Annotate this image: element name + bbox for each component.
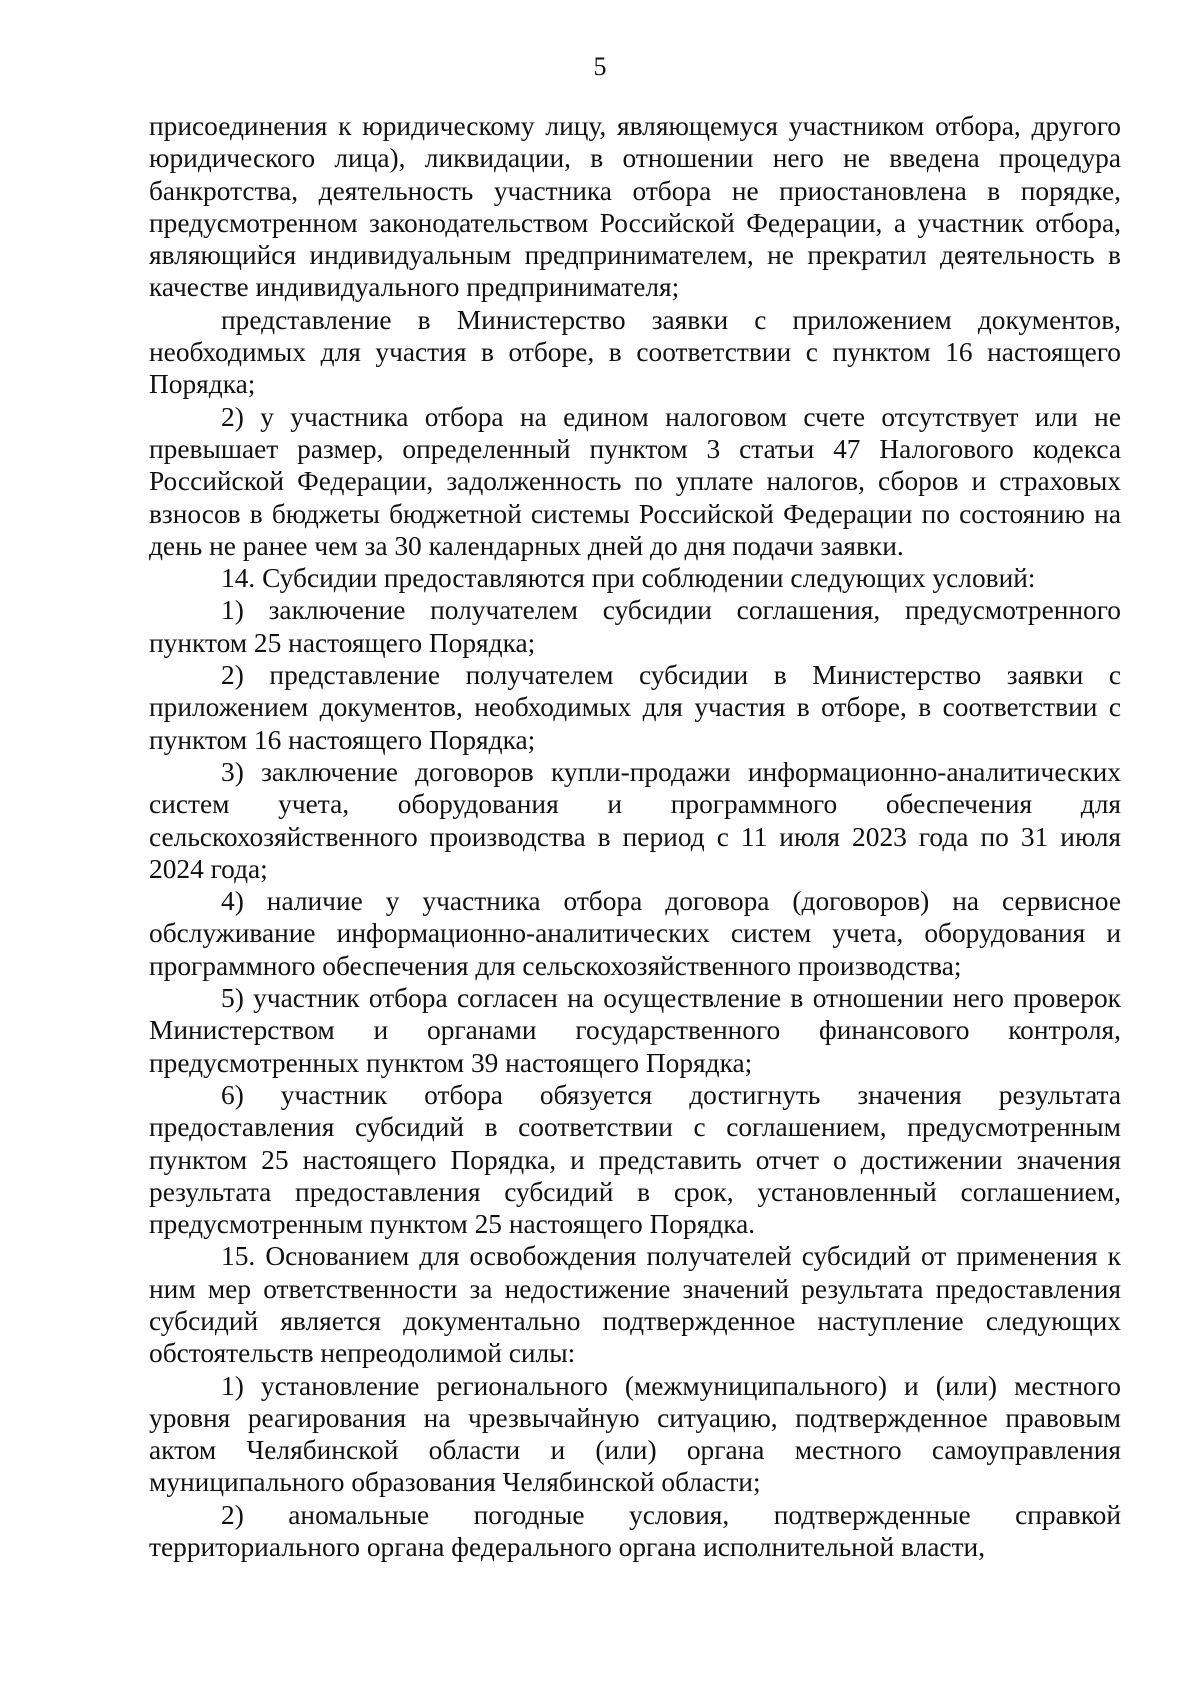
paragraph-15-item-1: 1) установление регионального (межмуниципального) и (или) местного уровня реагирования на чрезвычайную ситуацию, подтвержденное правовым актом Челябинской области и (или) органа местного самоуправления муниципального образования Челябинской области;: [149, 1370, 1121, 1498]
paragraph-14-item-3: 3) заключение договоров купли-продажи информационно-аналитических систем учета, оборудования и программного обеспечения для сельскохозяйственного производства в период с 11 июля 2023 года по 31 июля 2024 года;: [149, 756, 1121, 884]
page-number: 5: [593, 52, 607, 81]
paragraph-14-item-2: 2) представление получателем субсидии в Министерство заявки с приложением документов, необходимых для участия в отборе, в соответствии с пунктом 16 настоящего Порядка;: [149, 660, 1121, 755]
paragraph-14-item-4: 4) наличие у участника отбора договора (договоров) на сервисное обслуживание информационно-аналитических систем учета, оборудования и программного обеспечения для сельскохозяйственного производства;: [149, 886, 1121, 981]
document-body: [149, 110, 1121, 1563]
paragraph-14-item-6: 6) участник отбора обязуется достигнуть значения результата предоставления субсидий в соответствии с соглашением, предусмотренным пунктом 25 настоящего Порядка, и представить отчет о достижении значения результата предоставления субсидий в срок, установленный соглашением, предусмотренным пунктом 25 настоящего Порядка.: [149, 1079, 1121, 1240]
paragraph-tax-debt: 2) у участника отбора на едином налоговом счете отсутствует или не превышает размер, определенный пунктом 3 статьи 47 Налогового кодекса Российской Федерации, задолженность по уплате налогов, сборов и страховых взносов в бюджеты бюджетной системы Российской Федерации по состоянию на день не ранее чем за 30 календарных дней до дня подачи заявки.: [149, 401, 1121, 561]
paragraph-application-submission: представление в Министерство заявки с приложением документов, необходимых для участия в отборе, в соответствии с пунктом 16 настоящего Порядка;: [149, 304, 1121, 400]
paragraph-clause-15: 15. Основанием для освобождения получателей субсидий от применения к ним мер ответственности за недостижение значений результата предоставления субсидий является документально подтвержденное наступление следующих обстоятельств непреодолимой силы:: [149, 1241, 1121, 1369]
paragraph-14-item-5: 5) участник отбора согласен на осуществление в отношении него проверок Министерством и органами государственного финансового контроля, предусмотренных пунктом 39 настоящего Порядка;: [149, 983, 1121, 1078]
paragraph-14-item-1: 1) заключение получателем субсидии соглашения, предусмотренного пунктом 25 настоящего Порядка;: [149, 595, 1121, 658]
paragraph-15-item-2: 2) аномальные погодные условия, подтвержденные справкой территориального органа федерального органа исполнительной власти,: [149, 1499, 1121, 1563]
paragraph-continuation: присоединения к юридическому лицу, являющемуся участником отбора, другого юридического лица), ликвидации, в отношении него не введена процедура банкротства, деятельность участника отбора не приостановлена в порядке, предусмотренном законодательством Российской Федерации, а участник отбора, являющийся индивидуальным предпринимателем, не прекратил деятельность в качестве индивидуального предпринимателя;: [149, 111, 1121, 303]
paragraph-clause-14: 14. Субсидии предоставляются при соблюдении следующих условий:: [221, 563, 1036, 594]
